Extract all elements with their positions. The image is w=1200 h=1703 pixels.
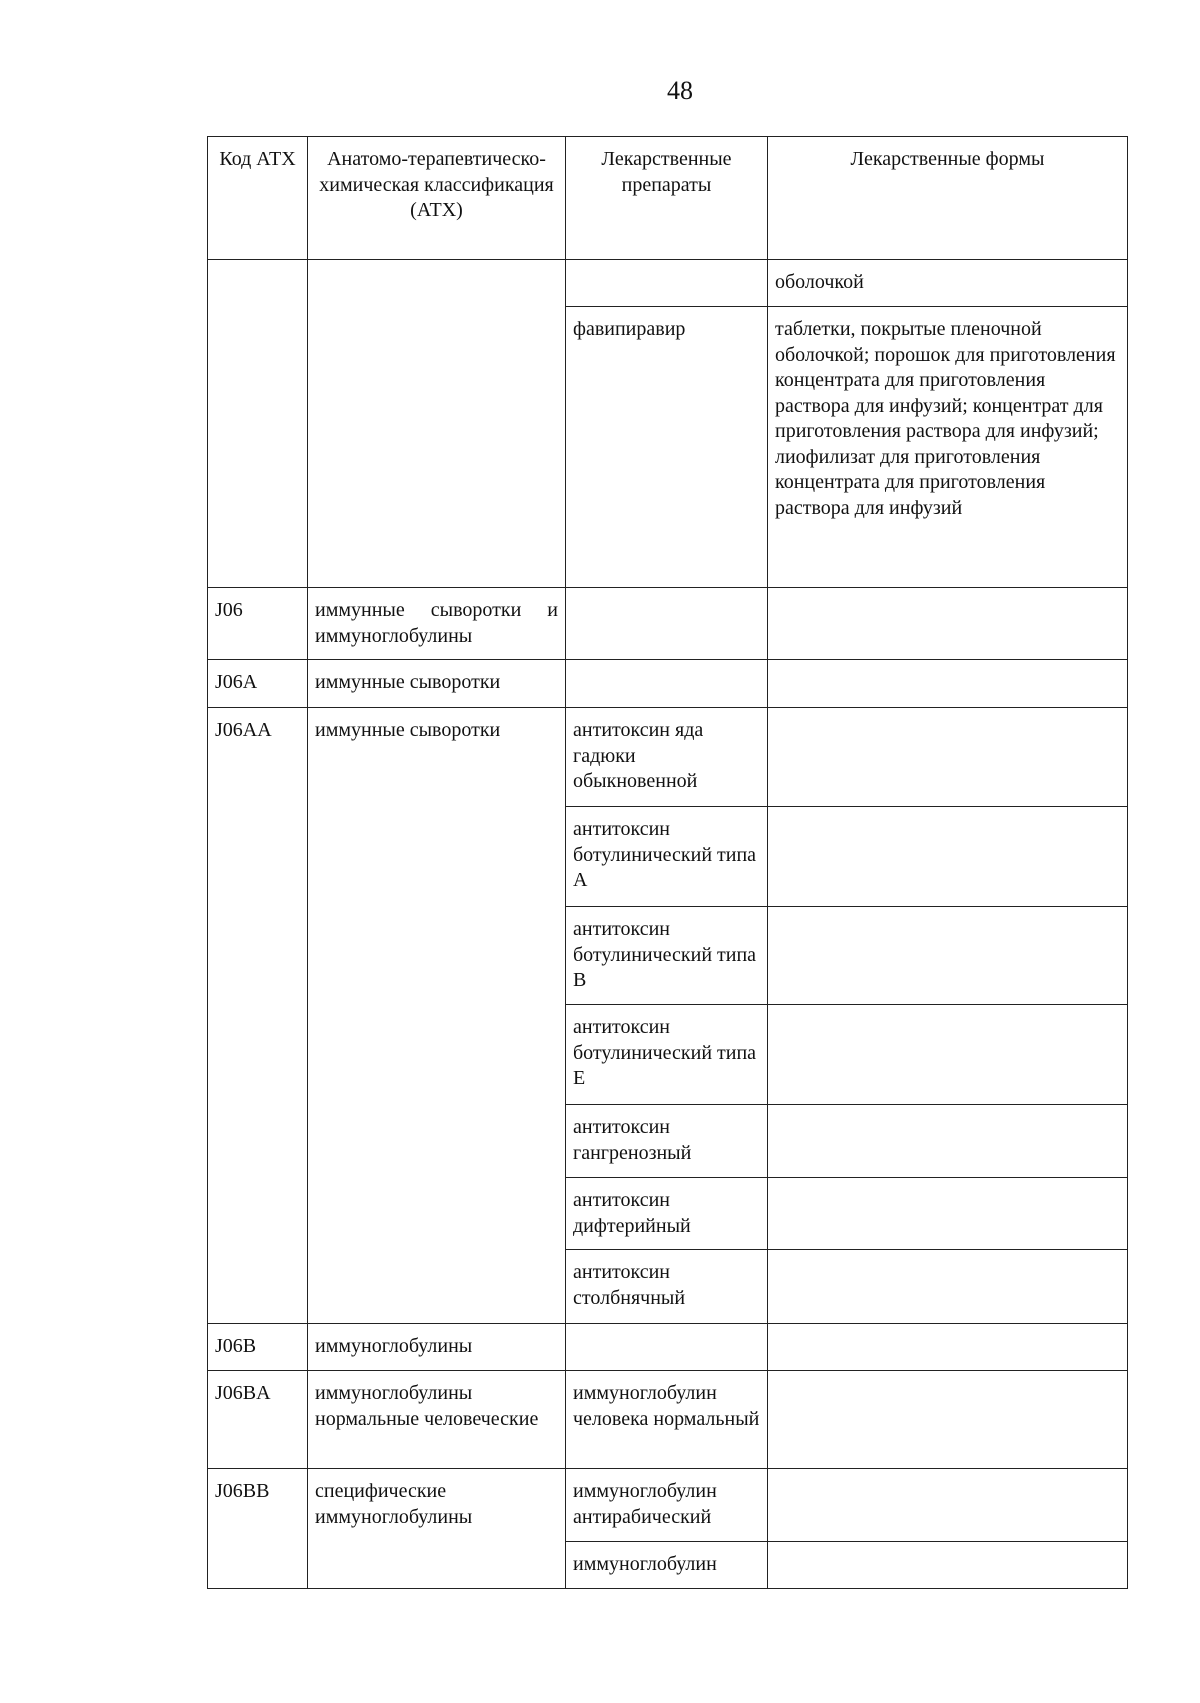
code-cell: J06A — [208, 660, 308, 708]
drug-cell: фавипиравир — [566, 307, 768, 588]
forms-cell — [768, 1542, 1128, 1589]
header-forms: Лекарственные формы — [768, 137, 1128, 260]
forms-cell: таблетки, покрытые пленочной оболочкой; порошок для приготовления концентрата для приготовления раствора для инфузий; концентрат для приготовления раствора для инфузий; лиофилизат для приготовления концентрата для приготовления раствора для инфузий — [768, 307, 1128, 588]
header-code: Код АТХ — [208, 137, 308, 260]
drug-cell: антитоксин дифтерийный — [566, 1178, 768, 1250]
forms-cell — [768, 1469, 1128, 1542]
header-row — [208, 137, 1128, 260]
atx-cell: иммунные сыворотки и иммуноглобулины — [308, 588, 566, 660]
drug-cell: антитоксин гангренозный — [566, 1105, 768, 1178]
drug-cell: антитоксин столбнячный — [566, 1250, 768, 1324]
drug-cell: иммуноглобулин человека нормальный — [566, 1371, 768, 1469]
table-row — [208, 708, 1128, 807]
forms-cell — [768, 1250, 1128, 1324]
atx-cell: специфические иммуноглобулины — [308, 1469, 566, 1589]
code-cell — [208, 260, 308, 588]
header-atx: Анатомо-терапевтическо-химическая классификация (АТХ) — [308, 137, 566, 260]
forms-cell — [768, 588, 1128, 660]
forms-cell — [768, 1105, 1128, 1178]
code-cell: J06 — [208, 588, 308, 660]
forms-cell — [768, 907, 1128, 1005]
drug-cell — [566, 1324, 768, 1371]
code-cell: J06AA — [208, 708, 308, 1324]
table-row — [208, 660, 1128, 708]
drug-cell: антитоксин ботулинический типа Е — [566, 1005, 768, 1105]
drug-cell: иммуноглобулин — [566, 1542, 768, 1589]
drug-cell: иммуноглобулин антирабический — [566, 1469, 768, 1542]
atx-cell — [308, 260, 566, 588]
forms-cell — [768, 1324, 1128, 1371]
forms-cell — [768, 660, 1128, 708]
header-drugs: Лекарственные препараты — [566, 137, 768, 260]
drug-cell: антитоксин ботулинический типа А — [566, 807, 768, 907]
atx-table — [207, 136, 1128, 1589]
drug-cell — [566, 260, 768, 307]
atx-cell: иммунные сыворотки — [308, 660, 566, 708]
page-number: 48 — [667, 76, 693, 105]
drug-cell — [566, 660, 768, 708]
drug-cell: антитоксин ботулинический типа В — [566, 907, 768, 1005]
drug-cell: антитоксин яда гадюки обыкновенной — [566, 708, 768, 807]
code-cell: J06B — [208, 1324, 308, 1371]
forms-cell — [768, 807, 1128, 907]
drug-cell — [566, 588, 768, 660]
table-row — [208, 260, 1128, 307]
atx-cell: иммуноглобулины нормальные человеческие — [308, 1371, 566, 1469]
atx-cell: иммуноглобулины — [308, 1324, 566, 1371]
forms-cell — [768, 708, 1128, 807]
table-row — [208, 1469, 1128, 1542]
atx-cell: иммунные сыворотки — [308, 708, 566, 1324]
forms-cell — [768, 1005, 1128, 1105]
table-row — [208, 1371, 1128, 1469]
table-row — [208, 588, 1128, 660]
forms-cell — [768, 1371, 1128, 1469]
forms-cell — [768, 1178, 1128, 1250]
code-cell: J06BB — [208, 1469, 308, 1589]
forms-cell: оболочкой — [768, 260, 1128, 307]
table-row — [208, 1324, 1128, 1371]
code-cell: J06BA — [208, 1371, 308, 1469]
